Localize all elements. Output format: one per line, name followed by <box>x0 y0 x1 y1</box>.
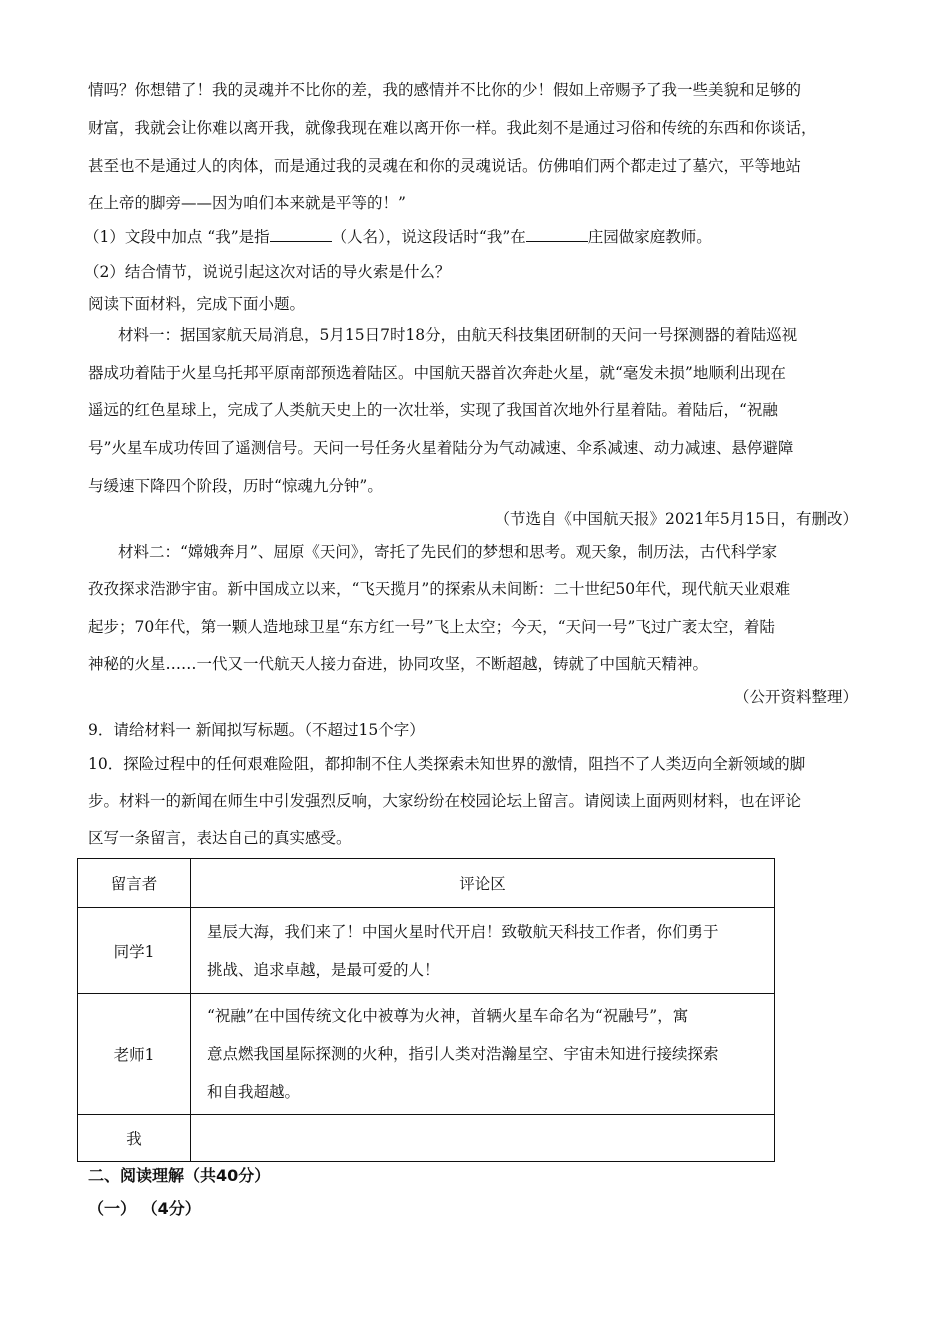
passage-line-3: 甚至也不是通过人的肉体，而是通过我的灵魂在和你的灵魂说话。仿佛咱们两个都走过了墓穴，平等地站 <box>88 157 802 175</box>
commenter-name: 我 <box>78 1115 191 1162</box>
table-row <box>78 1115 775 1162</box>
commenter-name: 老师1 <box>78 994 191 1115</box>
material2-line-1: 材料二：“嫦娥奔月”、屈原《天问》，寄托了先民们的梦想和思考。观天象，制历法，古代科学家 <box>118 543 778 561</box>
material2-line-3: 起步；70年代，第一颗人造地球卫星“东方红一号”飞上太空；今天，“天问一号”飞过广袤太空，着陆 <box>88 618 775 636</box>
table-row <box>78 908 775 994</box>
material2-line-4: 神秘的火星……一代又一代航天人接力奋进，协同攻坚，不断超越，铸就了中国航天精神。 <box>88 655 709 673</box>
question-1 <box>84 227 712 247</box>
reading-intro: 阅读下面材料，完成下面小题。 <box>88 295 306 313</box>
question-10-line-1: 10．探险过程中的任何艰难险阻，都抑制不住人类探索未知世界的激情，阻挡不了人类迈向全新领域的脚 <box>88 755 806 773</box>
comment-line: 挑战、追求卓越，是最可爱的人！ <box>207 960 440 979</box>
question-2: （2）结合情节，说说引起这次对话的导火索是什么？ <box>84 263 451 281</box>
my-comment-input[interactable] <box>191 1115 775 1162</box>
commenter-name: 同学1 <box>78 908 191 994</box>
comment-line: 意点燃我国星际探测的火种，指引人类对浩瀚星空、宇宙未知进行接续探索 <box>207 1045 719 1063</box>
comment-text <box>191 908 775 994</box>
passage-line-1: 情吗？你想错了！我的灵魂并不比你的差，我的感情并不比你的少！假如上帝赐予了我一些美貌和足够的 <box>88 81 802 99</box>
answer-blank-name[interactable] <box>270 227 332 242</box>
material1-line-3: 遥远的红色星球上，完成了人类航天史上的一次壮举，实现了我国首次地外行星着陆。着陆后，“祝融 <box>88 401 778 419</box>
section-2-subtitle: （一） （4分） <box>88 1199 201 1218</box>
material1-line-2: 器成功着陆于火星乌托邦平原南部预选着陆区。中国航天器首次奔赴火星，就“毫发未损”地顺利出现在 <box>88 364 786 382</box>
table-header-row <box>78 859 775 908</box>
material1-line-4: 号”火星车成功传回了遥测信号。天问一号任务火星着陆分为气动减速、伞系减速、动力减速、悬停避障 <box>88 439 794 457</box>
material2-source: （公开资料整理） <box>733 688 858 706</box>
comment-line: 和自我超越。 <box>207 1083 301 1101</box>
answer-blank-estate[interactable] <box>526 227 588 242</box>
material1-source: （节选自《中国航天报》2021年5月15日，有删改） <box>494 510 858 528</box>
section-2-title: 二、阅读理解（共40分） <box>88 1166 271 1185</box>
material1-line-5: 与缓速下降四个阶段，历时“惊魂九分钟”。 <box>88 477 383 495</box>
header-commenter: 留言者 <box>78 859 191 908</box>
question-1-part-a: （1）文段中加点 “我”是指 <box>84 228 270 246</box>
question-9: 9．请给材料一 新闻拟写标题。（不超过15个字） <box>88 721 425 739</box>
question-10-line-2: 步。材料一的新闻在师生中引发强烈反响，大家纷纷在校园论坛上留言。请阅读上面两则材料，也在评论 <box>88 792 802 810</box>
table-row <box>78 994 775 1115</box>
question-1-part-c: 庄园做家庭教师。 <box>587 228 712 246</box>
question-1-part-b: （人名），说这段话时“我”在 <box>331 228 526 246</box>
comment-line: “祝融”在中国传统文化中被尊为火神，首辆火星车命名为“祝融号”，寓 <box>207 1007 689 1025</box>
header-comment-area: 评论区 <box>191 859 775 908</box>
passage-line-4: 在上帝的脚旁——因为咱们本来就是平等的！” <box>88 194 406 212</box>
material2-line-2: 孜孜探求浩渺宇宙。新中国成立以来，“飞天揽月”的探索从未间断：二十世纪50年代，现代航天业艰难 <box>88 580 791 598</box>
comment-line: 星辰大海，我们来了！中国火星时代开启！致敬航天科技工作者，你们勇于 <box>207 922 719 941</box>
passage-line-2: 财富，我就会让你难以离开我，就像我现在难以离开你一样。我此刻不是通过习俗和传统的东西和你谈话， <box>88 119 817 137</box>
comment-table <box>77 858 775 1162</box>
material1-line-1: 材料一：据国家航天局消息，5月15日7时18分，由航天科技集团研制的天问一号探测器的着陆巡视 <box>118 326 798 344</box>
question-10-line-3: 区写一条留言，表达自己的真实感受。 <box>88 829 352 847</box>
comment-text <box>191 994 775 1115</box>
